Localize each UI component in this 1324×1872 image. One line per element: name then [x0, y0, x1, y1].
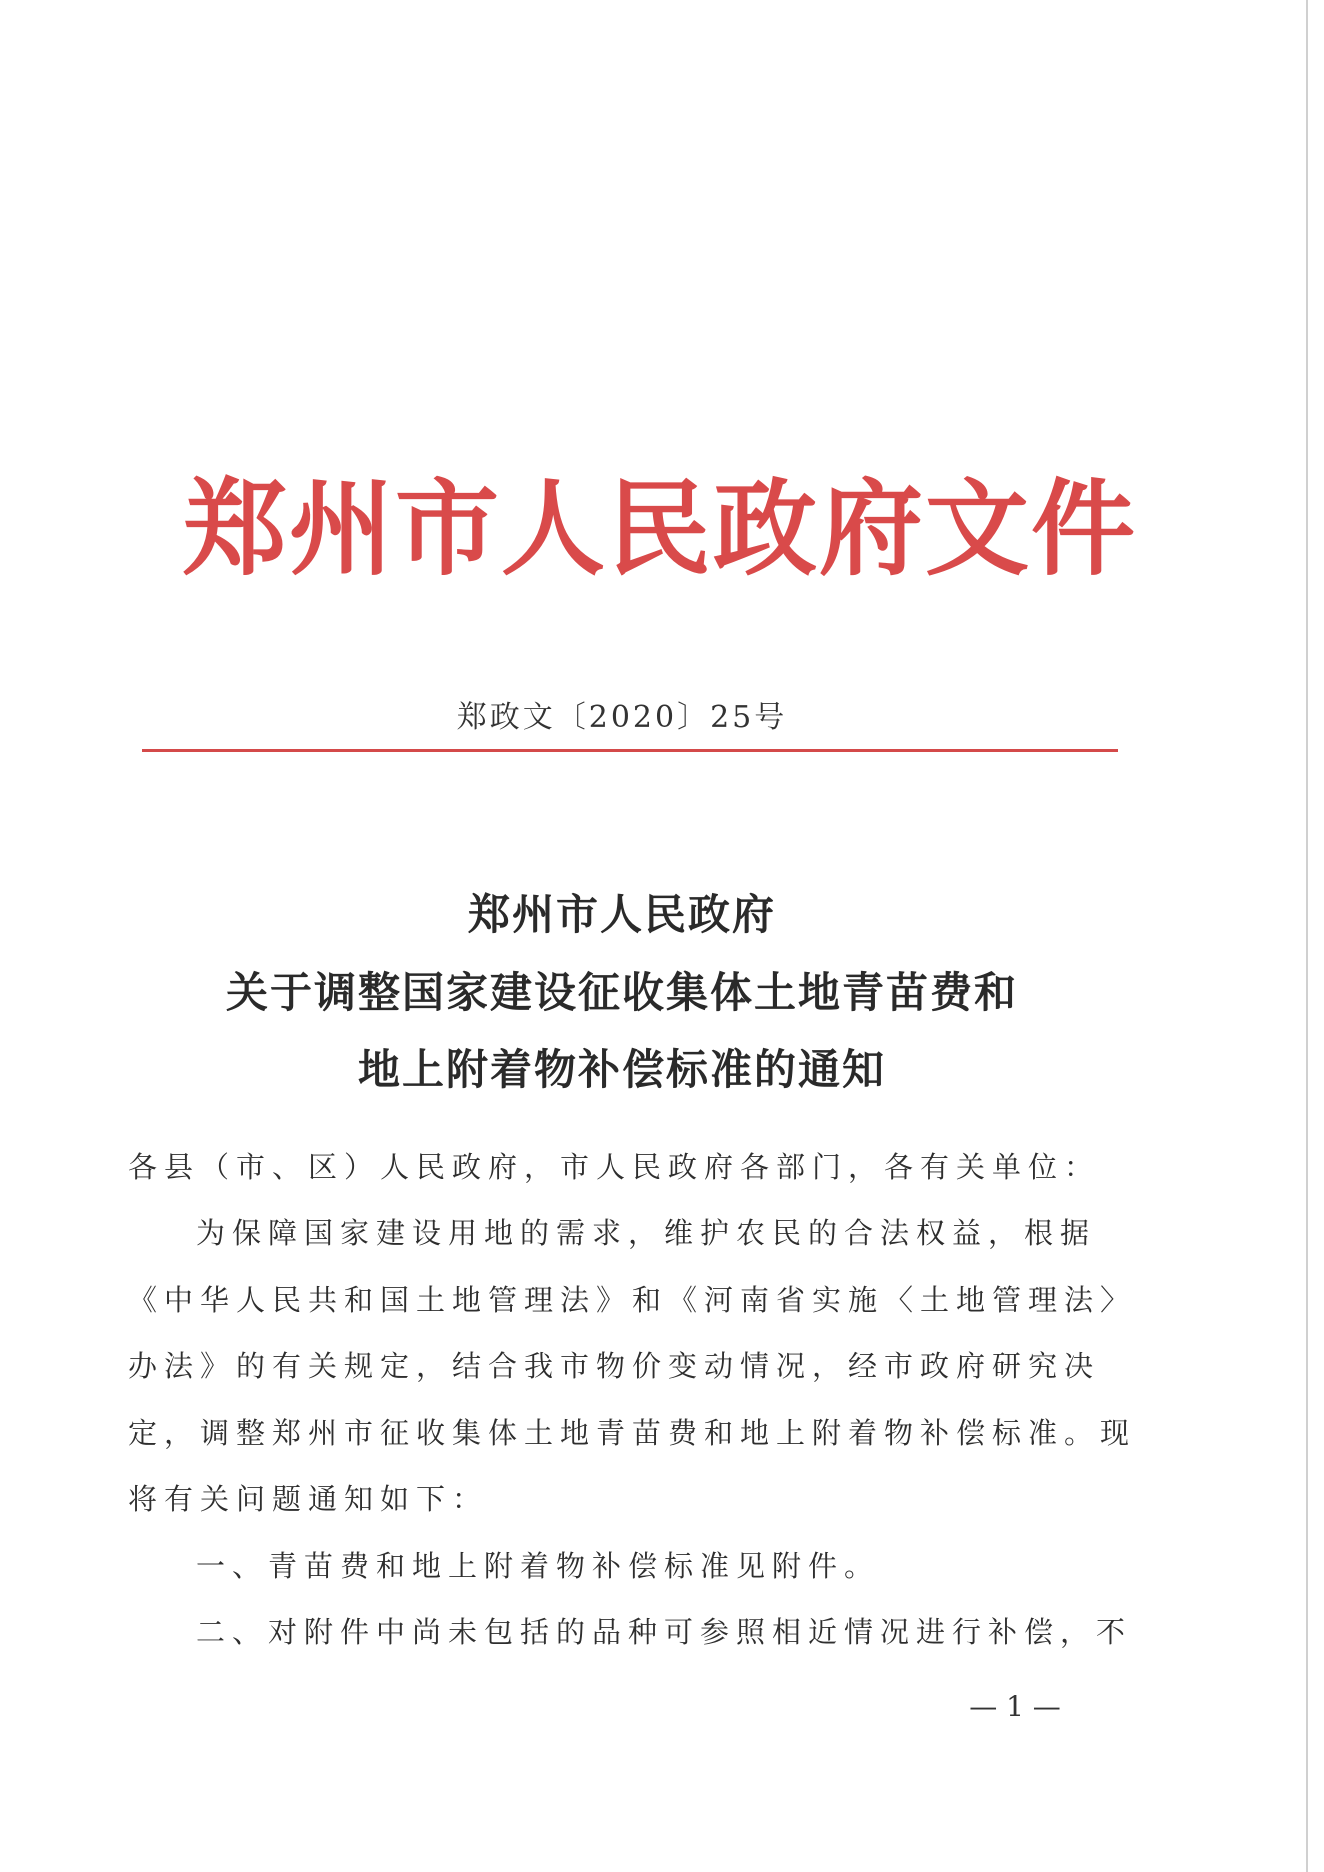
- page-number: — 1 —: [969, 1690, 1061, 1723]
- title-line-3: 地上附着物补偿标准的通知: [357, 1045, 886, 1094]
- paragraph-line: 《中华人民共和国土地管理法》和《河南省实施〈土地管理法〉: [128, 1283, 1137, 1317]
- document-number: 郑政文〔2020〕25号: [456, 700, 788, 735]
- paragraph-line: 为保障国家建设用地的需求，维护农民的合法权益，根据: [196, 1216, 1097, 1250]
- paragraph-line: 办法》的有关规定，结合我市物价变动情况，经市政府研究决: [128, 1349, 1101, 1383]
- paragraph-line: 定，调整郑州市征收集体土地青苗费和地上附着物补偿标准。现: [128, 1416, 1137, 1450]
- list-item-2: 二、对附件中尚未包括的品种可参照相近情况进行补偿，不: [196, 1615, 1133, 1649]
- issuer-header: 郑州市人民政府文件: [182, 467, 1137, 590]
- addressee-line: 各县（市、区）人民政府，市人民政府各部门，各有关单位：: [128, 1150, 1101, 1184]
- red-divider-line: [142, 749, 1118, 752]
- paragraph-line: 将有关问题通知如下：: [128, 1482, 489, 1516]
- title-line-1: 郑州市人民政府: [467, 890, 776, 939]
- scan-edge: [1306, 0, 1308, 1872]
- title-line-2: 关于调整国家建设征收集体土地青苗费和: [225, 968, 1018, 1017]
- list-item-1: 一、青苗费和地上附着物补偿标准见附件。: [196, 1549, 881, 1583]
